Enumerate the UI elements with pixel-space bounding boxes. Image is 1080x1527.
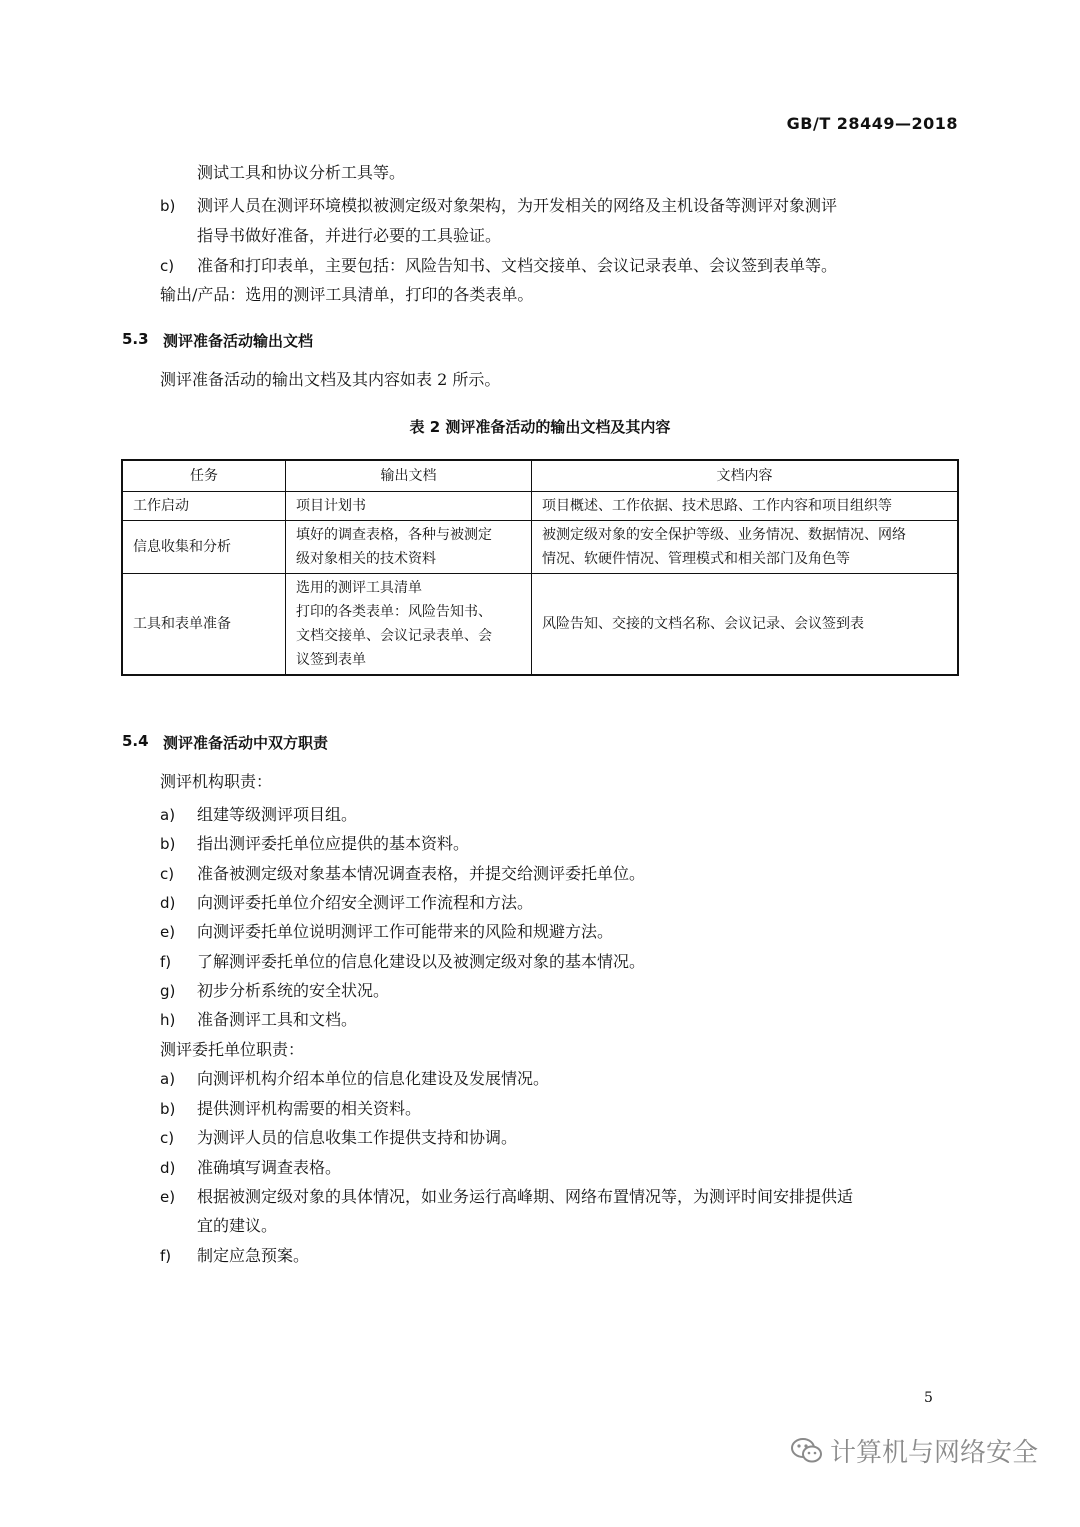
table-row [122,521,958,574]
cell-content: 项目概述、工作依据、技术思路、工作内容和项目组织等 [532,492,959,521]
watermark [790,1432,1038,1469]
output-documents-table [121,459,959,676]
watermark-text: 计算机与网络安全 [830,1438,1039,1468]
cell-task: 信息收集和分析 [122,521,286,574]
page-number: 5 [924,1390,933,1406]
column-header-task: 任务 [122,460,286,492]
cell-content: 风险告知、交接的文档名称、会议记录、会议签到表 [532,574,959,676]
table-row [122,574,958,676]
cell-docs: 选用的测评工具清单 打印的各类表单：风险告知书、 文档交接单、会议记录表单、会 议签到表单 [286,574,532,676]
table-caption: 表 2 测评准备活动的输出文档及其内容 [409,418,671,436]
cell-task: 工具和表单准备 [122,574,286,676]
wechat-icon [790,1437,824,1465]
cell-docs: 填好的调查表格，各种与被测定 级对象相关的技术资料 [286,521,532,574]
cell-docs: 项目计划书 [286,492,532,521]
cell-task: 工作启动 [122,492,286,521]
column-header-docs: 输出文档 [286,460,532,492]
table-header-row [122,460,958,492]
table-row [122,492,958,521]
standard-code: GB/T 28449—2018 [786,114,958,133]
cell-content: 被测定级对象的安全保护等级、业务情况、数据情况、网络 情况、软硬件情况、管理模式和相关部门及角色等 [532,521,959,574]
column-header-content: 文档内容 [532,460,959,492]
